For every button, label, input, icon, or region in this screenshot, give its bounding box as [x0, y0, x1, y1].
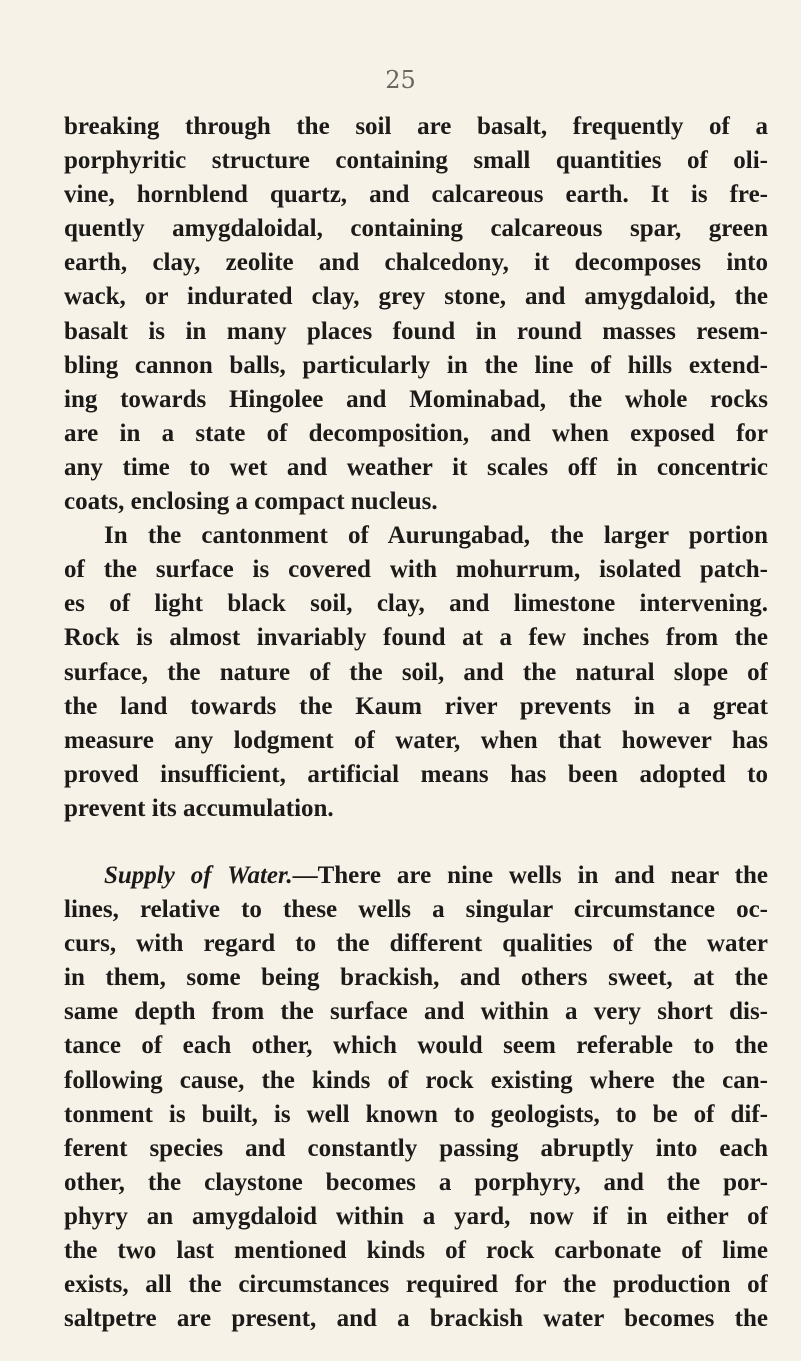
- text-line: tance of each other, which would seem referable to the: [64, 1032, 768, 1060]
- text-line: quently amygdaloidal, containing calcareous spar, green: [64, 215, 768, 243]
- text-line: same depth from the surface and within a very short dis-: [64, 998, 768, 1026]
- text-line: phyry an amygdaloid within a yard, now if in either of: [64, 1202, 768, 1230]
- text-line: of the surface is covered with mohurrum, isolated patch-: [64, 556, 768, 584]
- text-line: the two last mentioned kinds of rock carbonate of lime: [64, 1237, 768, 1264]
- text-line: In the cantonment of Aurungabad, the larger portion: [104, 522, 768, 550]
- text-line: the land towards the Kaum river prevents in a great: [64, 692, 768, 720]
- text-line: any time to wet and weather it scales off in concentric: [64, 453, 768, 481]
- text-line: are in a state of decomposition, and when exposed for: [64, 419, 768, 447]
- text-line: ing towards Hingolee and Mominabad, the whole rocks: [64, 385, 768, 413]
- text-line: bling cannon balls, particularly in the line of hills extend-: [64, 351, 768, 379]
- text-line: earth, clay, zeolite and chalcedony, it decomposes into: [64, 249, 768, 277]
- text-line: Rock is almost invariably found at a few inches from the: [64, 624, 768, 652]
- page-number: 25: [385, 66, 416, 94]
- text-line: [64, 859, 768, 893]
- body-text: [64, 110, 768, 1336]
- text-line: breaking through the soil are basalt, frequently of a: [64, 113, 768, 140]
- text-line: measure any lodgment of water, when that however has: [64, 726, 768, 754]
- section-gap: [64, 826, 768, 859]
- text-line: prevent its accumulation.: [64, 794, 334, 822]
- paragraph-cantonment: [64, 519, 768, 826]
- text-line: following cause, the kinds of rock existing where the can-: [64, 1066, 768, 1094]
- text-line: basalt is in many places found in round masses resem-: [64, 317, 768, 345]
- text-line: es of light black soil, clay, and limestone intervening.: [64, 590, 768, 618]
- text-line: tonment is built, is well known to geologists, to be of dif-: [64, 1100, 768, 1128]
- text-line: porphyritic structure containing small quantities of oli-: [64, 147, 768, 175]
- heading-continuation: —There are nine wells in and near the: [292, 861, 768, 889]
- text-line: other, the claystone becomes a porphyry, and the por-: [64, 1168, 768, 1196]
- text-line: surface, the nature of the soil, and the natural slope of: [64, 658, 768, 686]
- text-line: curs, with regard to the different qualities of the water: [64, 930, 768, 958]
- text-line: vine, hornblend quartz, and calcareous earth. It is fre-: [64, 181, 768, 209]
- text-line: exists, all the circumstances required for the production of: [64, 1271, 768, 1299]
- section-heading: Supply of Water.: [104, 861, 293, 889]
- text-line: wack, or indurated clay, grey stone, and amygdaloid, the: [64, 283, 768, 311]
- text-line: in them, some being brackish, and others sweet, at the: [64, 964, 768, 992]
- text-line: lines, relative to these wells a singular circumstance oc-: [64, 896, 768, 924]
- text-line: proved insufficient, artificial means has been adopted to: [64, 760, 768, 788]
- paragraph-geology: [64, 110, 768, 519]
- text-line: saltpetre are present, and a brackish water becomes the: [64, 1305, 768, 1333]
- text-line: coats, enclosing a compact nucleus.: [64, 488, 438, 516]
- paragraph-water-supply: [64, 859, 768, 1336]
- text-line: ferent species and constantly passing abruptly into each: [64, 1134, 768, 1162]
